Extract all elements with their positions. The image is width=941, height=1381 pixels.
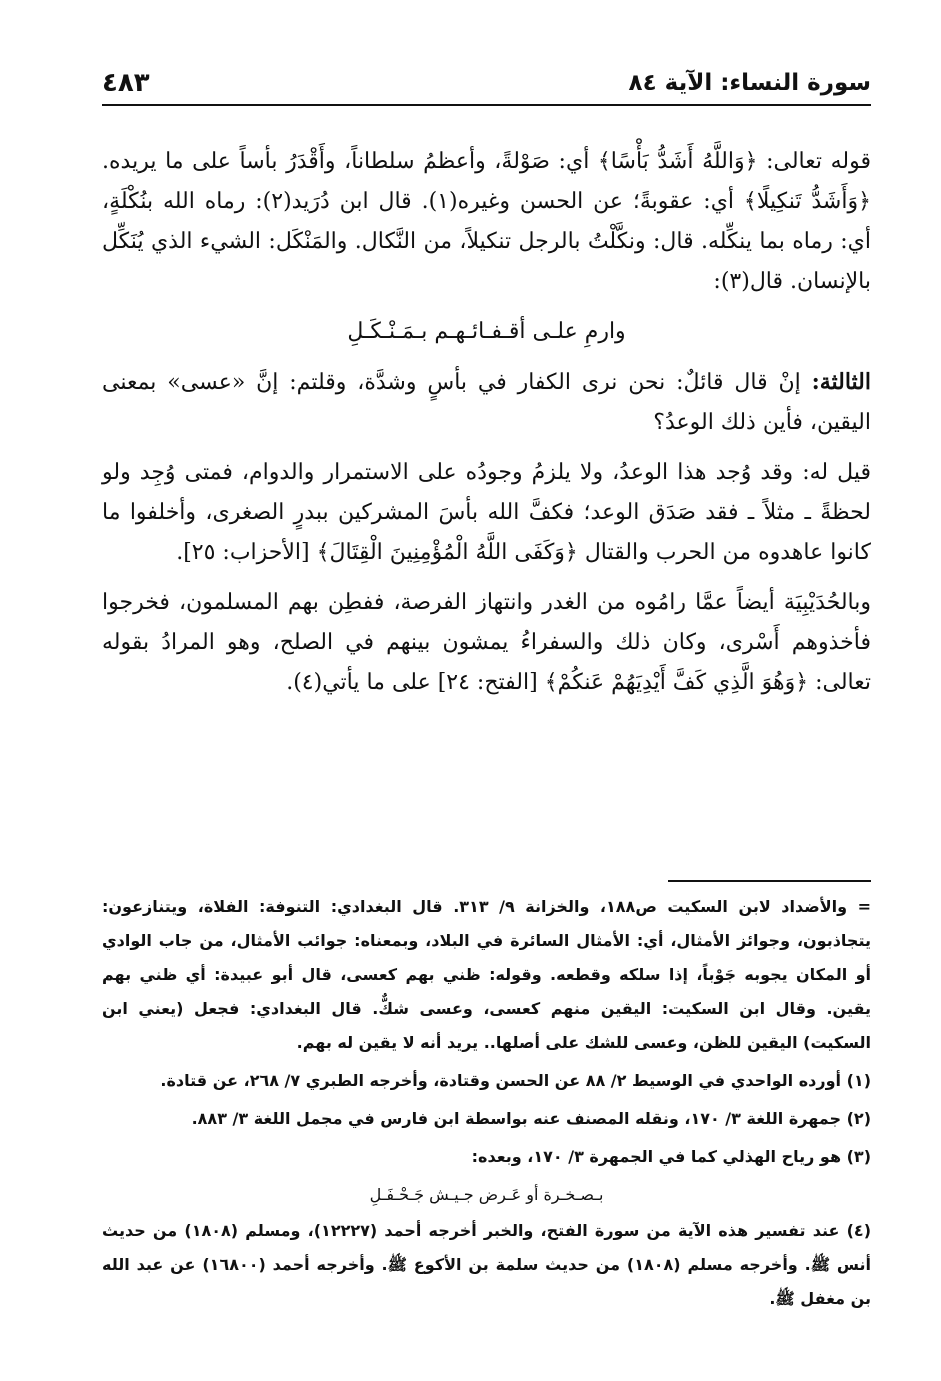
- section-lead: الثالثة:: [811, 369, 871, 395]
- paragraph-2-text: إنْ قال قائلٌ: نحن نرى الكفار في بأسٍ وشدَّة، وقلتم: إنَّ «عسى» بمعنى اليقين، فأين ذلك الوعدُ؟: [102, 370, 871, 435]
- page-number: ٤٨٣: [102, 68, 150, 98]
- paragraph-2: [102, 362, 871, 443]
- footnote-divider: [668, 880, 871, 882]
- paragraph-1: قوله تعالى: ﴿وَاللَّهُ أَشَدُّ بَأْسًا﴾ أي: صَوْلةً، وأعظمُ سلطاناً، وأَقْدَرُ بأساً على ما يريده. ﴿وَأَشَدُّ تَنكِيلًا﴾ أي: عقوبةً؛ عن الحسن وغيره(١). قال ابن دُرَيد(٢): رماه الله بنُكْلَةٍ، أي: رماه بما ينكِّله. قال: ونكَّلْتُ بالرجل تنكيلاً، من النَّكال. والمَنْكَل: الشيء الذي يُنَكِّل بالإنسان. قال(٣):: [102, 149, 871, 294]
- poetry-verse: وارمِ علـى أقـفـائـهـم بـمَـنْـكَـلِ: [347, 319, 626, 344]
- header-title: سورة النساء: الآية ٨٤: [628, 70, 871, 96]
- footnote-2: (٢) جمهرة اللغة ٣/ ١٧٠، ونقله المصنف عنه بواسطة ابن فارس في مجمل اللغة ٣/ ٨٨٣.: [191, 1109, 871, 1128]
- paragraph-4: وبالحُدَيْبِيَة أيضاً عمَّا رامُوه من الغدر وانتهاز الفرصة، ففطِن بهم المسلمون، فخرجوا فأخذوهم أَسْرى، وكان ذلك والسفراءُ يمشون بينهم في الصلح، وهو المرادُ بقوله تعالى: ﴿وَهُوَ الَّذِي كَفَّ أَيْدِيَهُمْ عَنكُمْ﴾ [الفتح: ٢٤] على ما يأتي(٤).: [102, 590, 871, 695]
- paragraph-3: قيل له: وقد وُجد هذا الوعدُ، ولا يلزمُ وجودُه على الاستمرار والدوام، فمتى وُجِد ولو لحظةً ـ مثلاً ـ فقد صَدَق الوعد؛ فكفَّ الله بأسَ المشركين ببدرٍ الصغرى، وأخلفوا ما كانوا عاهدوه من الحرب والقتال ﴿وَكَفَى اللَّهُ الْمُؤْمِنِينَ الْقِتَالَ﴾ [الأحزاب: ٢٥].: [102, 460, 872, 565]
- footnote-1: (١) أورده الواحدي في الوسيط ٢/ ٨٨ عن الحسن وقتادة، وأخرجه الطبري ٧/ ٢٦٨، عن قتادة.: [160, 1071, 871, 1090]
- header-divider: [102, 104, 871, 106]
- footnotes: [102, 890, 871, 1320]
- footnote-continuation: = والأضداد لابن السكيت ص١٨٨، والخزانة ٩/ ٣١٣. قال البغدادي: التنوفة: الفلاة، ويتنازعون: يتجاذبون، وجوائز الأمثال، أي: الأمثال السائرة في البلاد، وبمعناه: جوائب الأمثال، من جاب الوادي أو المكان يجوبه جَوْباً، إذا سلكه وقطعه. وقوله: ظني بهم كعسى، قال أبو عبيدة: أي ظني بهم يقين. وقال ابن السكيت: اليقين منهم كعسى، وعسى شكٌّ. قال البغدادي: فجعل (يعني ابن السكيت) اليقين للظن، وعسى للشك على أصلها.. يريد أنه لا يقين له بهم.: [102, 897, 871, 1052]
- footnote-3: (٣) هو رياح الهذلي كما في الجمهرة ٣/ ١٧٠، وبعده:: [471, 1147, 871, 1166]
- footnote-4: (٤) عند تفسير هذه الآية من سورة الفتح، والخبر أخرجه أحمد (١٢٢٢٧)، ومسلم (١٨٠٨) من حديث أنس ﷺ. وأخرجه مسلم (١٨٠٨) من حديث سلمة بن الأكوع ﷺ. وأخرجه أحمد (١٦٨٠٠) عن عبد الله بن مغفل ﷺ.: [102, 1221, 871, 1308]
- main-text: [102, 142, 871, 713]
- running-header: [102, 66, 871, 104]
- footnote-3-verse: بـصـخـرة أو عَـرض جـيـش جَـحْـفَـلِ: [369, 1185, 604, 1204]
